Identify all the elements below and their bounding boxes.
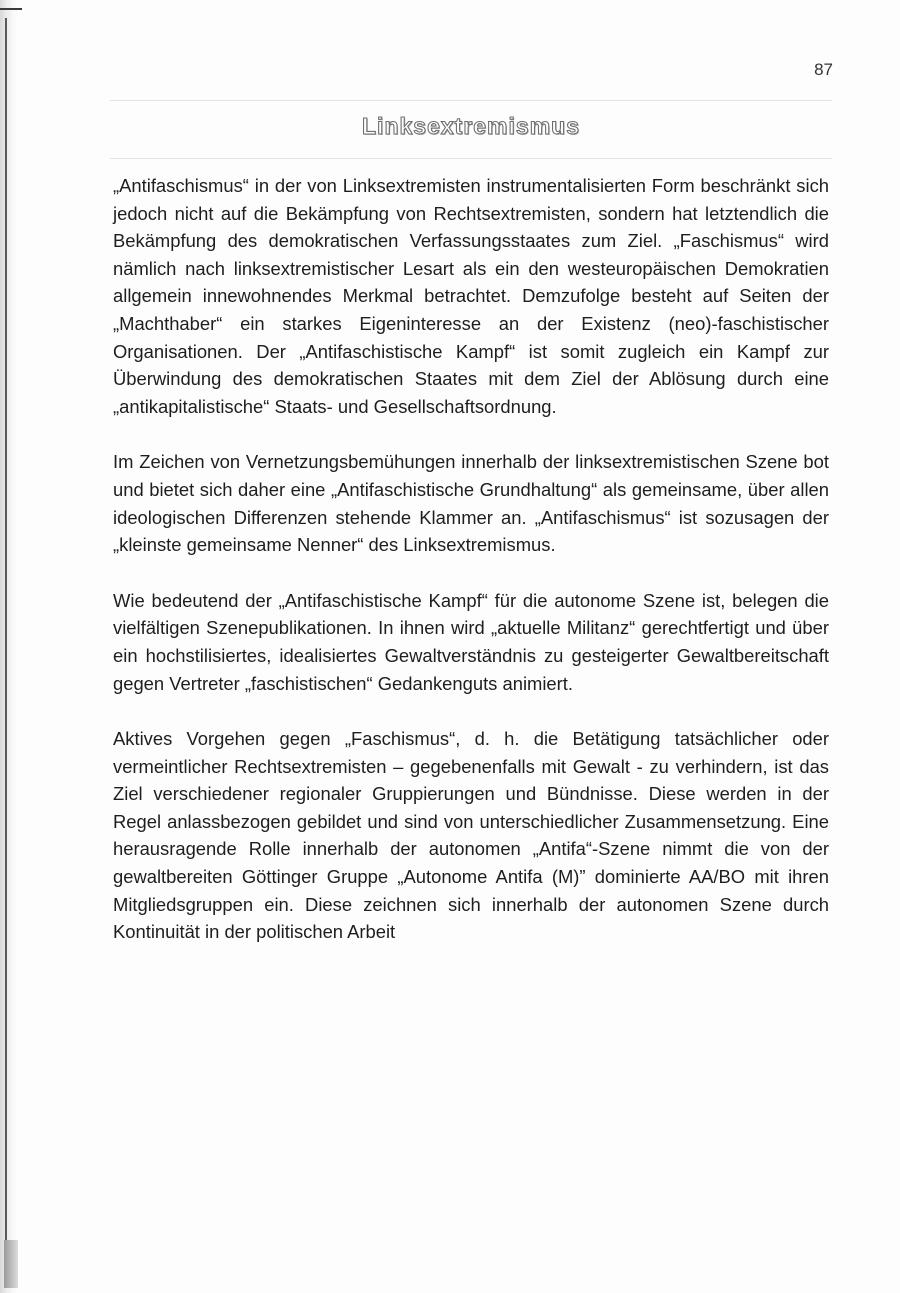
body-text — [113, 172, 829, 974]
paragraph-3: Wie bedeutend der „Antifaschistische Kampf“ für die autonome Szene ist, belegen die vielfältigen Szenepublikationen. In ihnen wird „aktuelle Militanz“ gerechtfertigt und über ein hochstilisiertes, idealisiertes Gewaltverständnis zu gesteigerter Gewaltbereitschaft gegen Vertreter „faschistischen“ Gedankenguts animiert. — [113, 589, 829, 694]
header-rule-bottom — [110, 158, 832, 159]
binding-hook — [0, 8, 22, 10]
paragraph-1: „Antifaschismus“ in der von Linksextremisten instrumentalisierten Form beschränkt sich jedoch nicht auf die Bekämpfung von Rechtsextremisten, sondern hat letztendlich die Bekämpfung des demokratischen Verfassungsstaates zum Ziel. „Faschismus“ wird nämlich nach linksextremistischer Lesart als ein den westeuropäischen Demokratien allgemein innewohnendes Merkmal betrachtet. Demzufolge besteht auf Seiten der „Machthaber“ ein starkes Eigeninteresse an der Existenz (neo)-faschistischer Organisationen. Der „Antifaschistische Kampf“ ist somit zugleich ein Kampf zur Überwindung des demokratischen Staates mit dem Ziel der Ablösung durch eine „antikapitalistische“ Staats- und Gesellschaftsordnung. — [113, 175, 829, 417]
running-header: Linksextremismus — [362, 113, 580, 139]
binding-line — [5, 18, 7, 1283]
paragraph-2: Im Zeichen von Vernetzungsbemühungen innerhalb der linksextremistischen Szene bot und bietet sich daher eine „Antifaschistische Grundhaltung“ als gemeinsame, über allen ideologischen Differenzen stehende Klammer an. „Antifaschismus“ ist sozusagen der „kleinste gemeinsame Nenner“ des Linksextremismus. — [113, 451, 829, 556]
header-rule-top — [110, 100, 832, 101]
binding-shadow — [4, 1240, 18, 1288]
binding-edge — [0, 0, 18, 1293]
page-number: 87 — [814, 60, 833, 79]
paragraph-4: Aktives Vorgehen gegen „Faschismus“, d. h. die Betätigung tatsächlicher oder vermeintlicher Rechtsextremisten – gegebenenfalls mit Gewalt - zu verhindern, ist das Ziel verschiedener regionaler Gruppierungen und Bündnisse. Diese werden in der Regel anlassbezogen gebildet und sind von unterschiedlicher Zusammensetzung. Eine herausragende Rolle innerhalb der autonomen „Antifa“-Szene nimmt die von der gewaltbereiten Göttinger Gruppe „Autonome Antifa (M)” dominierte AA/BO mit ihren Mitgliedsgruppen ein. Diese zeichnen sich innerhalb der autonomen Szene durch Kontinuität in der politischen Arbeit — [113, 728, 829, 943]
